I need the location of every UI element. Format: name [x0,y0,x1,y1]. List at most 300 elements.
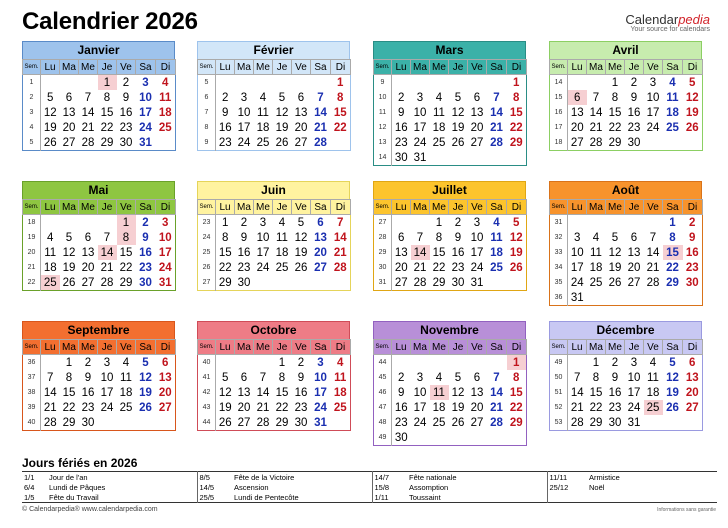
day-cell: 21 [256,401,270,414]
day-cell: 27 [294,136,308,149]
week-number: 18 [550,135,568,151]
week-number: 41 [198,370,216,385]
day-cell: 25 [432,416,446,429]
day-cell: 19 [294,246,308,259]
week-row [374,120,527,135]
day-cell: 18 [158,106,172,119]
holiday-date: 15/8 [372,482,407,492]
day-cell: 8 [278,371,286,384]
day-cell: 5 [689,76,696,89]
day-cell: 30 [685,276,699,289]
week-row [550,105,703,120]
day-cell: 14 [81,106,95,119]
week-number: 5 [198,75,216,91]
day-cell: 22 [62,401,76,414]
week-row [198,75,351,91]
week-row [550,415,703,431]
day-cell: 14 [490,106,503,119]
week-number: 25 [198,245,216,260]
day-cell: 3 [162,216,169,229]
month-name: Novembre [373,321,526,339]
day-cell: 8 [222,231,229,244]
day-cell: 15 [119,246,133,259]
holiday-date: 14/7 [372,472,407,483]
day-cell: 19 [608,261,622,274]
week-row [550,245,703,260]
weekday-header: Lu [568,200,587,215]
week-row [374,105,527,120]
brand-logo[interactable] [625,12,710,33]
day-cell: 15 [509,106,523,119]
day-cell: 9 [454,231,462,244]
day-cell: 4 [669,76,676,89]
week-row [374,355,527,371]
day-cell: 25 [256,136,270,149]
weekday-header: Di [683,200,703,215]
holiday-cell: 14 [98,245,117,260]
week-number: 51 [550,385,568,400]
week-row [23,355,176,371]
day-cell: 14 [43,386,57,399]
week-header: Sem. [374,200,392,215]
day-cell: 11 [666,91,679,104]
day-cell: 24 [413,416,427,429]
day-cell [625,215,644,231]
day-cell: 7 [416,231,424,244]
day-cell: 9 [689,231,696,244]
month-grid [197,59,351,151]
day-cell: 10 [256,231,270,244]
weekday-header: Lu [216,60,235,75]
day-cell: 20 [81,261,95,274]
day-cell: 15 [608,106,622,119]
week-number: 40 [23,415,41,431]
weekday-header: Ve [292,60,311,75]
day-cell [468,355,487,371]
day-cell: 12 [43,106,57,119]
week-row [198,415,351,431]
day-cell: 13 [685,371,699,384]
weekday-header: Di [507,340,527,355]
day-cell: 13 [570,106,584,119]
month-name: Octobre [197,321,350,339]
day-cell: 23 [685,261,699,274]
month-grid [549,199,703,306]
day-cell: 18 [256,121,270,134]
day-cell: 8 [435,231,443,244]
week-row [23,75,176,91]
weekday-header: Ma [60,200,79,215]
week-row [198,400,351,415]
day-cell: 25 [432,136,446,149]
day-cell: 12 [608,246,622,259]
day-cell: 27 [314,261,327,274]
day-cell: 12 [685,91,699,104]
day-cell [331,135,351,151]
day-cell: 24 [314,401,327,414]
day-cell [411,430,430,446]
day-cell: 16 [218,121,232,134]
weekday-header: Ma [587,340,606,355]
day-cell: 15 [218,246,232,259]
day-cell: 25 [119,401,133,414]
day-cell: 3 [142,76,149,89]
day-cell: 6 [84,231,92,244]
day-cell: 3 [259,216,267,229]
week-row [550,370,703,385]
day-cell: 30 [119,136,133,149]
day-cell: 11 [120,371,132,384]
day-cell: 5 [278,91,286,104]
holiday-row [22,472,717,483]
week-row [374,370,527,385]
week-row [374,75,527,91]
day-cell: 16 [139,246,152,259]
day-cell: 30 [451,276,465,289]
day-cell: 23 [394,416,408,429]
day-cell: 29 [509,416,523,429]
day-cell: 18 [432,401,446,414]
day-cell: 12 [509,231,523,244]
month-grid [197,199,351,291]
day-cell: 17 [413,121,427,134]
week-number: 19 [23,230,41,245]
day-cell: 27 [394,276,408,289]
weekday-header: Sa [136,200,156,215]
day-cell: 30 [394,431,408,444]
day-cell: 4 [592,231,600,244]
month-1 [22,41,175,151]
day-cell [156,415,176,431]
holiday-date: 25/5 [197,492,232,503]
weekday-header: Sa [487,340,507,355]
weekday-header: Je [98,200,117,215]
holiday-name: Assomption [409,482,449,492]
weekday-header: Sa [487,60,507,75]
day-cell: 10 [139,91,152,104]
day-cell: 22 [333,121,347,134]
day-cell [606,215,625,231]
day-cell: 14 [646,246,660,259]
weekday-header: Me [430,60,449,75]
day-cell [487,75,507,91]
day-cell: 22 [509,401,523,414]
day-cell: 28 [490,136,503,149]
day-cell: 5 [297,216,305,229]
day-cell: 20 [470,401,484,414]
weekday-header: Me [79,200,98,215]
week-row [374,230,527,245]
day-cell: 27 [627,276,641,289]
day-cell: 11 [590,246,602,259]
week-row [550,215,703,231]
week-row [374,275,527,291]
day-cell [41,75,60,91]
day-cell: 12 [294,231,308,244]
week-number: 20 [23,245,41,260]
week-number: 11 [374,105,392,120]
day-cell: 6 [317,216,324,229]
day-cell: 16 [627,106,641,119]
month-name: Juin [197,181,350,199]
day-cell: 10 [413,106,427,119]
day-cell [79,215,98,231]
day-cell [331,415,351,431]
day-cell [235,75,254,91]
day-cell [507,275,527,291]
day-cell: 10 [158,231,172,244]
week-number: 4 [23,120,41,135]
day-cell: 29 [62,416,76,429]
day-cell: 9 [611,371,619,384]
day-cell [644,135,663,151]
weekday-header: Sa [663,60,683,75]
day-cell [430,430,449,446]
day-cell [216,355,235,371]
day-cell: 17 [314,386,327,399]
day-cell: 25 [589,276,603,289]
day-cell: 21 [490,401,503,414]
day-cell: 2 [122,76,130,89]
day-cell [311,75,331,91]
day-cell: 11 [647,371,659,384]
weekday-header: Ma [235,60,254,75]
day-cell: 31 [139,136,152,149]
day-cell: 24 [413,136,427,149]
week-row [550,385,703,400]
holiday-name [587,492,717,503]
week-number: 16 [550,105,568,120]
week-row [23,135,176,151]
weekday-header: Je [98,60,117,75]
day-cell: 11 [334,371,347,384]
day-cell [273,75,292,91]
day-cell [449,355,468,371]
day-cell: 15 [589,386,603,399]
week-number: 47 [374,400,392,415]
day-cell: 1 [435,216,443,229]
day-cell: 19 [218,401,232,414]
week-number: 37 [23,370,41,385]
day-cell: 21 [646,261,660,274]
day-cell: 4 [435,371,443,384]
month-10 [197,321,350,431]
day-cell [663,415,683,431]
weekday-header: Sa [663,340,683,355]
day-cell: 28 [256,416,270,429]
day-cell: 2 [689,216,696,229]
weekday-header: Di [331,60,351,75]
day-cell [449,430,468,446]
day-cell: 4 [337,356,344,369]
day-cell: 18 [646,386,660,399]
day-cell: 17 [627,386,641,399]
day-cell: 15 [333,106,347,119]
weekday-header: Sa [311,200,331,215]
weekday-header: Ma [60,60,79,75]
weekday-header: Lu [392,340,411,355]
day-cell: 30 [394,151,408,164]
day-cell: 4 [278,216,286,229]
weekday-header: Ve [117,60,136,75]
weekday-header: Sa [663,200,683,215]
day-cell: 28 [646,276,660,289]
day-cell: 7 [337,216,344,229]
day-cell: 15 [62,386,76,399]
day-cell: 16 [685,246,699,259]
day-cell: 2 [398,91,405,104]
day-cell [683,290,703,306]
month-5 [22,181,175,291]
day-cell: 7 [47,371,54,384]
brand-name-accent: pedia [678,12,710,27]
week-number: 49 [374,430,392,446]
day-cell: 5 [142,356,149,369]
day-cell: 16 [237,246,251,259]
day-cell [487,430,507,446]
day-cell: 29 [432,276,446,289]
day-cell: 11 [44,246,57,259]
holiday-cell: 11 [430,385,449,400]
day-cell: 26 [685,121,699,134]
day-cell: 22 [119,261,133,274]
week-row [23,215,176,231]
weekday-header: Lu [41,340,60,355]
day-cell: 20 [394,261,408,274]
day-cell: 27 [81,276,95,289]
week-number: 40 [198,355,216,371]
day-cell: 18 [43,261,57,274]
day-cell: 9 [398,106,405,119]
day-cell: 12 [451,106,465,119]
day-cell: 5 [454,91,462,104]
day-cell: 28 [100,276,114,289]
month-grid [549,59,703,151]
day-cell: 20 [685,386,699,399]
weekday-header: Je [449,60,468,75]
day-cell: 11 [433,106,445,119]
day-cell: 16 [451,246,465,259]
month-name: Décembre [549,321,702,339]
weekday-header: Ma [411,200,430,215]
week-row [198,385,351,400]
day-cell [292,75,311,91]
day-cell: 29 [509,136,523,149]
day-cell: 9 [84,371,92,384]
week-row [374,215,527,231]
day-cell [449,150,468,166]
week-row [23,105,176,120]
day-cell: 19 [43,121,57,134]
holiday-date: 1/11 [372,492,407,503]
week-number: 27 [198,275,216,291]
holiday-name: Toussaint [409,492,441,502]
day-cell [331,275,351,291]
day-cell: 3 [103,356,111,369]
month-6 [197,181,350,291]
day-cell: 12 [451,386,465,399]
day-cell: 26 [43,136,57,149]
day-cell: 1 [222,216,229,229]
day-cell [273,275,292,291]
day-cell: 7 [592,91,600,104]
day-cell: 10 [470,231,484,244]
day-cell [254,355,273,371]
weekday-header: Ve [644,200,663,215]
day-cell: 28 [81,136,95,149]
month-grid [549,339,703,431]
month-8 [549,181,702,306]
month-3 [373,41,526,166]
week-header: Sem. [374,60,392,75]
month-grid [22,339,176,431]
holidays-table [22,471,717,503]
weekday-header: Sa [136,340,156,355]
week-number: 34 [550,260,568,275]
holiday-name: Fête du Travail [49,492,99,502]
day-cell [606,290,625,306]
day-cell: 10 [646,91,660,104]
day-cell: 10 [413,386,427,399]
day-cell: 18 [490,246,503,259]
day-cell: 23 [627,121,641,134]
day-cell: 3 [416,91,424,104]
week-row [198,90,351,105]
day-cell: 18 [589,261,603,274]
day-cell: 23 [294,401,308,414]
week-number: 22 [23,275,41,291]
weekday-header: Ve [117,340,136,355]
week-number: 50 [550,370,568,385]
day-cell: 18 [275,246,289,259]
holiday-cell: 1 [507,355,527,371]
day-cell: 4 [122,356,130,369]
weekday-header: Me [79,60,98,75]
week-number: 44 [374,355,392,371]
week-row [374,260,527,275]
holiday-date: 1/5 [24,492,35,502]
week-row [23,385,176,400]
day-cell [683,135,703,151]
day-cell: 13 [394,246,408,259]
day-cell: 31 [314,416,327,429]
holiday-name: Fête de la Victoire [234,472,295,482]
week-row [374,385,527,400]
week-number: 5 [23,135,41,151]
day-cell: 18 [666,106,679,119]
weekday-header: Me [606,340,625,355]
day-cell [392,355,411,371]
week-row [550,290,703,306]
day-cell: 9 [142,231,149,244]
day-cell: 2 [611,356,619,369]
day-cell: 6 [630,231,638,244]
day-cell: 10 [237,106,251,119]
day-cell: 9 [122,91,130,104]
day-cell: 21 [100,261,114,274]
day-cell: 27 [62,136,76,149]
day-cell: 22 [100,121,114,134]
week-header: Sem. [23,60,41,75]
week-header: Sem. [550,60,568,75]
weekday-header: Ve [292,340,311,355]
week-number: 29 [374,245,392,260]
week-number: 45 [374,370,392,385]
weekday-header: Me [430,200,449,215]
weekday-header: Me [606,200,625,215]
day-cell: 23 [139,261,152,274]
day-cell: 20 [62,121,76,134]
